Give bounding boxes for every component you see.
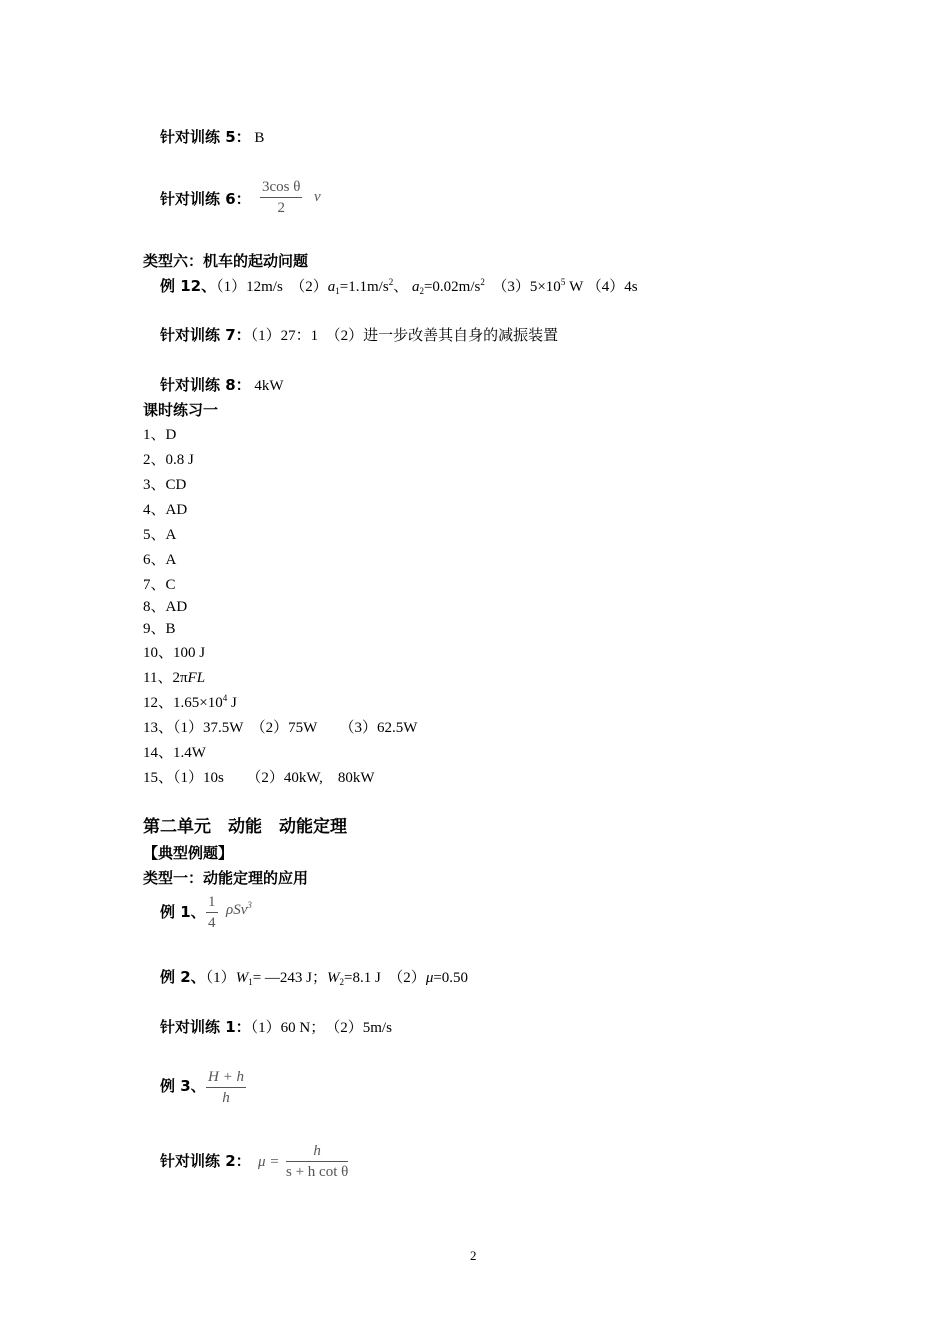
drill6-line <box>160 190 251 209</box>
drill6-tail: v <box>314 189 321 205</box>
example12-label: 例 12、 <box>160 277 217 295</box>
practice-item: 5、A <box>143 527 177 543</box>
example1-label: 例 1、 <box>160 903 206 921</box>
example1-line <box>160 903 206 922</box>
drill8-answer: 4kW <box>254 378 284 394</box>
practice-item: 4、AD <box>143 502 188 518</box>
drill6-numerator: 3cos θ <box>262 179 301 195</box>
typical-examples-heading: 【典型例题】 <box>143 844 234 862</box>
example1-fraction: 1 4 <box>208 894 216 931</box>
page-number: 2 <box>470 1248 477 1263</box>
drill5-label: 针对训练 5： <box>160 128 251 146</box>
drill5-line <box>160 128 264 147</box>
practice-item-11: 11、2πFL <box>143 670 206 686</box>
unit2-title: 第二单元 动能 动能定理 <box>143 817 347 837</box>
drill7-line <box>160 326 558 345</box>
practice-item-12: 12、$1.65\times 10^4$ J <box>143 693 237 711</box>
example2-line: 例 2、$(1)W_1=$ —243 J；$W_2=8.1$ J （2）μ=0.50 <box>160 968 469 987</box>
drill7-label: 针对训练 7： <box>160 326 251 344</box>
practice-item: 10、100 J <box>143 645 206 661</box>
practice-item-13: 13、（1）37.5W （2）75W （3）62.5W <box>143 720 418 736</box>
example3-label: 例 3、 <box>160 1077 206 1095</box>
practice-item: 3、CD <box>143 477 187 493</box>
drill8-line <box>160 376 284 395</box>
practice-item: 8、AD <box>143 599 188 615</box>
drill6-fraction <box>260 177 302 218</box>
practice-item: 1、D <box>143 427 177 443</box>
drill6-label: 针对训练 6： <box>160 190 251 208</box>
practice-title: 课时练习一 <box>143 401 219 419</box>
drill1-answer: （1）60 N； （2）5m/s <box>250 1020 392 1036</box>
example3-line <box>160 1077 206 1096</box>
example3-fraction: H + h h <box>208 1069 244 1106</box>
practice-item-14: 14、1.4W <box>143 745 206 761</box>
drill1-label: 针对训练 1： <box>160 1018 251 1036</box>
example12-line: 例 12、（1）12m/s $(2)a_1=1.1m/s^2$、 $a_2=0.02m/s^2$ $(3)5\times 10^5$ W （4）4s <box>160 277 638 296</box>
example2-label: 例 2、 <box>160 968 206 986</box>
drill2-fraction: h s + h cot θ <box>286 1143 349 1180</box>
drill2-label: 针对训练 2： <box>160 1152 251 1170</box>
drill7-answer: （1）27：1 （2）进一步改善其自身的减振装置 <box>250 328 559 344</box>
practice-item-15: 15、（1）10s （2）40kW, 80kW <box>143 770 375 786</box>
practice-item: 6、A <box>143 552 177 568</box>
drill8-label: 针对训练 8： <box>160 376 251 394</box>
type6-title: 类型六：机车的起动问题 <box>143 252 309 270</box>
drill2-lhs: μ = <box>258 1154 280 1170</box>
example1-tail: ρSv$^3$ <box>226 900 252 918</box>
drill6-denominator: 2 <box>277 200 285 216</box>
drill5-answer: B <box>254 130 265 146</box>
practice-item: 7、C <box>143 577 176 593</box>
type1-title: 类型一：动能定理的应用 <box>143 869 309 887</box>
drill2-line <box>160 1152 251 1171</box>
practice-item: 9、B <box>143 621 176 637</box>
practice-item: 2、0.8 J <box>143 452 194 468</box>
drill1-line <box>160 1018 392 1037</box>
